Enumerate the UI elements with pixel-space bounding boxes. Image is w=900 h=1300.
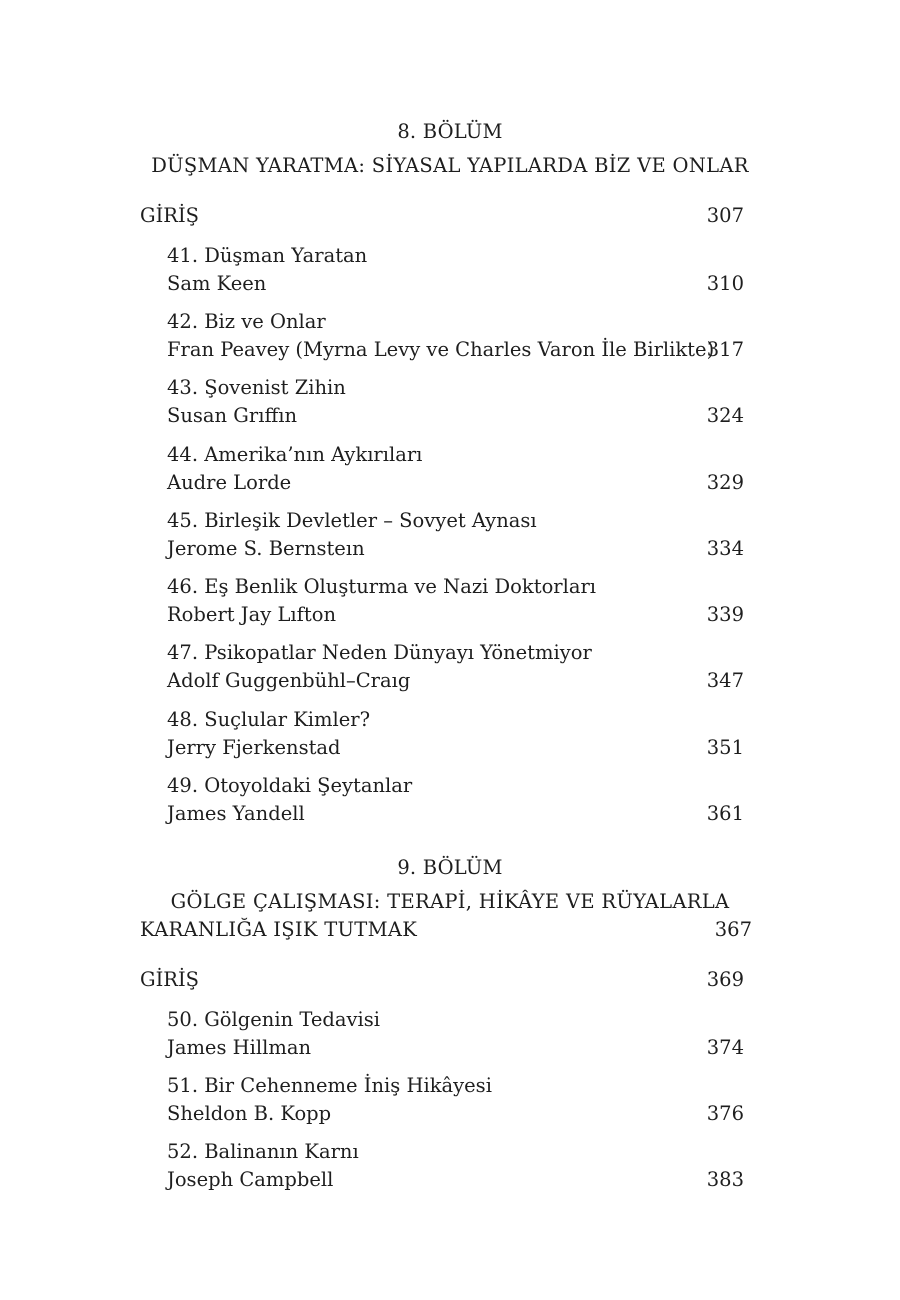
entry-title: 46. Eş Benlik Oluşturma ve Nazi Doktorları xyxy=(167,575,597,598)
toc-entry[interactable] xyxy=(0,573,900,629)
page-number: 339 xyxy=(706,603,744,626)
intro-row[interactable] xyxy=(0,966,900,994)
entry-author: Sheldon B. Kopp xyxy=(167,1102,332,1125)
entry-author: Sam Keen xyxy=(167,272,267,295)
entry-author: Audre Lorde xyxy=(167,471,292,494)
page-number: 367 xyxy=(714,918,752,941)
entry-title: 43. Şovenist Zihin xyxy=(167,376,346,399)
entry-title: 51. Bir Cehenneme İniş Hikâyesi xyxy=(167,1074,492,1097)
toc-entry[interactable] xyxy=(0,706,900,762)
chapter-heading: 9. BÖLÜM xyxy=(397,856,503,879)
entry-author: James Yandell xyxy=(167,802,305,825)
chapter-title-continuation[interactable] xyxy=(0,916,900,944)
toc-entry[interactable] xyxy=(0,441,900,497)
entry-title: 44. Amerika’nın Aykırıları xyxy=(167,443,423,466)
chapter-8-block xyxy=(0,118,900,180)
page-number: 374 xyxy=(706,1036,744,1059)
page-number: 324 xyxy=(706,404,744,427)
entry-title: 47. Psikopatlar Neden Dünyayı Yönetmiyor xyxy=(167,641,592,664)
entry-author: Jerome S. Bernsteın xyxy=(167,537,365,560)
entry-author: James Hillman xyxy=(167,1036,312,1059)
toc-entry[interactable] xyxy=(0,772,900,828)
entry-author: Jerry Fjerkenstad xyxy=(167,736,341,759)
entry-author: Adolf Guggenbühl–Craıg xyxy=(167,669,411,692)
page-number: 369 xyxy=(706,968,744,991)
intro-label: GİRİŞ xyxy=(140,204,200,227)
chapter-heading: 8. BÖLÜM xyxy=(397,120,503,143)
entry-title: 48. Suçlular Kimler? xyxy=(167,708,371,731)
page-number: 310 xyxy=(706,272,744,295)
toc-entry[interactable] xyxy=(0,1006,900,1062)
entry-author: Fran Peavey (Myrna Levy ve Charles Varon İle Birlikte) xyxy=(167,338,715,361)
toc-entry[interactable] xyxy=(0,507,900,563)
page-number: 317 xyxy=(706,338,744,361)
page-number: 376 xyxy=(706,1102,744,1125)
entry-title: 50. Gölgenin Tedavisi xyxy=(167,1008,380,1031)
entry-author: Joseph Campbell xyxy=(167,1168,334,1191)
entry-title: 42. Biz ve Onlar xyxy=(167,310,326,333)
page-number: 329 xyxy=(706,471,744,494)
entry-author: Susan Grıffın xyxy=(167,404,298,427)
toc-entry[interactable] xyxy=(0,1072,900,1128)
toc-entry[interactable] xyxy=(0,1138,900,1194)
chapter-title-line2: KARANLIĞA IŞIK TUTMAK xyxy=(140,918,418,941)
entry-title: 41. Düşman Yaratan xyxy=(167,244,368,267)
page-number: 347 xyxy=(706,669,744,692)
toc-entry[interactable] xyxy=(0,308,900,364)
page-number: 383 xyxy=(706,1168,744,1191)
toc-entry[interactable] xyxy=(0,639,900,695)
page-number: 307 xyxy=(706,204,744,227)
entry-title: 49. Otoyoldaki Şeytanlar xyxy=(167,774,413,797)
toc-entry[interactable] xyxy=(0,242,900,298)
toc-entry[interactable] xyxy=(0,374,900,430)
chapter-9-block xyxy=(0,854,900,916)
intro-label: GİRİŞ xyxy=(140,968,200,991)
intro-row[interactable] xyxy=(0,202,900,230)
page-number: 361 xyxy=(706,802,744,825)
chapter-title: GÖLGE ÇALIŞMASI: TERAPİ, HİKÂYE VE RÜYALARLA xyxy=(170,890,730,913)
chapter-title: DÜŞMAN YARATMA: SİYASAL YAPILARDA BİZ VE ONLAR xyxy=(151,154,749,177)
entry-title: 45. Birleşik Devletler – Sovyet Aynası xyxy=(167,509,537,532)
page-number: 334 xyxy=(706,537,744,560)
entry-title: 52. Balinanın Karnı xyxy=(167,1140,359,1163)
entry-author: Robert Jay Lıfton xyxy=(167,603,336,626)
page-number: 351 xyxy=(706,736,744,759)
